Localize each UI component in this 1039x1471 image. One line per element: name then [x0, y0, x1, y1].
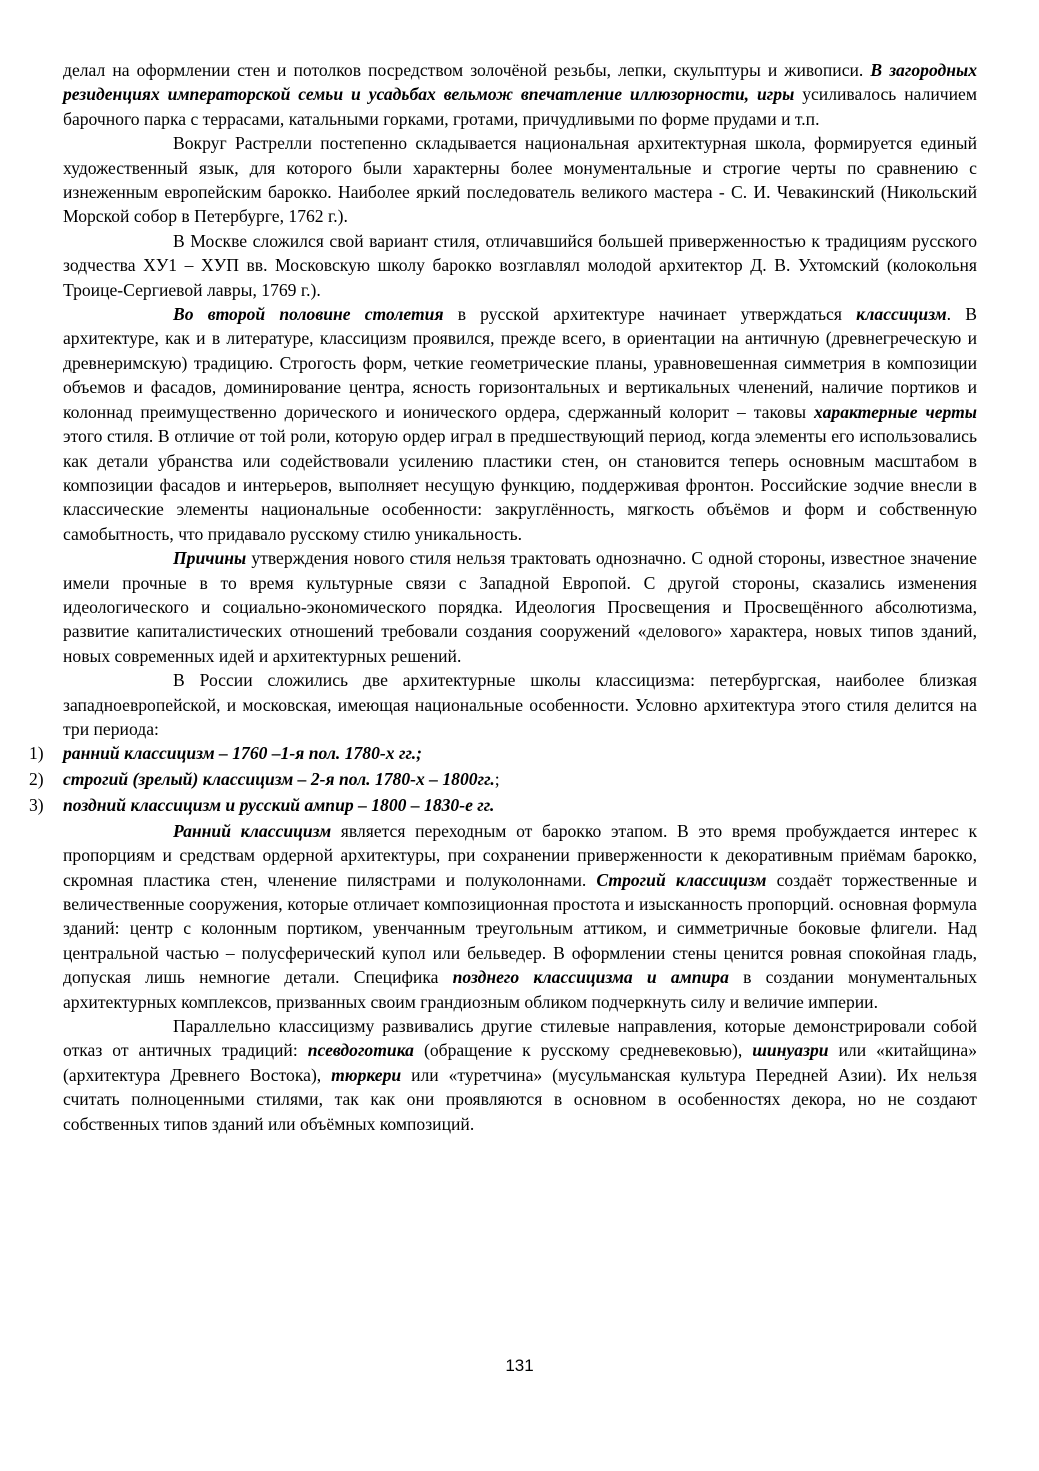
- list-item: [29, 767, 977, 793]
- text-run: этого стиля. В отличие от той роли, которую ордер играл в предшествующий период, когда элементы его использовались как детали убранства или содействовали усилению пластики стен, он становится теперь основным масштабом в композиции фасадов и интерьеров, выполняет несущую функцию, поддерживая фронтон. Российские зодчие внесли в классические элементы национальные особенности: закруглённость, мягкость объёмов и форм и собственную самобытность, что придавало русскому стилю уникальность.: [63, 426, 977, 544]
- list-item-text: поздний классицизм и русский ампир – 1800 – 1830-е гг.: [63, 794, 495, 815]
- text-run: является переходным от барокко этапом. В это время пробуждается интерес к пропорциям и средствам ордерной архитектуры, при сохранении приверженности к декоративным приёмам барокко, скромная пластика стен, членение пилястрами и полуколоннами.: [63, 820, 977, 890]
- document-page: [29, 58, 978, 1136]
- page-number: 131: [505, 1356, 534, 1375]
- text-run: или «китайщина» (архитектура Древнего Востока),: [63, 1040, 977, 1085]
- text-run: в создании монументальных архитектурных комплексов, призванных своим грандиозным обликом подчеркнуть силу и величие империи.: [63, 967, 977, 1012]
- text-run: Параллельно классицизму развивались другие стилевые направления, которые демонстрировали собой отказ от античных традиций:: [63, 1016, 977, 1061]
- text-run: делал на оформлении стен и потолков посредством золочёной резьбы, лепки, скульптуры и живописи.: [63, 60, 871, 80]
- text-run: или «туретчина» (мусульманская культура Передней Азии). Их нельзя считать полноценными стилями, так как они проявляются в основном в особенностях декора, но не создают собственных типов зданий или объёмных композиций.: [63, 1064, 978, 1134]
- text-run: . В архитектуре, как и в литературе, классицизм проявился, прежде всего, в ориентации на античную (древнегреческую и древнеримскую) традицию. Строгость форм, четкие геометрические планы, уравновешенная симметрия в композиции объемов и фасадов, доминирование центра, ясность горизонтальных и вертикальных членений, наличие портиков и колоннад преимущественно дорического и ионического ордера, сдержанный колорит – таковы: [63, 304, 977, 422]
- emphasis-text: В загородных резиденциях императорской семьи и усадьбах вельмож впечатление иллюзорности, игры: [63, 60, 978, 105]
- emphasis-text: шинуазри: [752, 1040, 829, 1061]
- text-run: усиливалось наличием барочного парка с террасами, катальными горками, гротами, причудливыми по форме прудами и т.п.: [63, 84, 977, 129]
- paragraph-reasons: [63, 546, 977, 668]
- paragraph-other-styles: [63, 1014, 977, 1136]
- text-run: в русской архитектуре начинает утверждаться: [443, 304, 857, 325]
- list-item-text: ранний классицизм – 1760 –1-я пол. 1780-х гг.;: [63, 743, 422, 764]
- emphasis-text: Во второй половине столетия: [173, 304, 444, 325]
- list-number: 2): [29, 769, 44, 790]
- emphasis-text: Ранний классицизм: [173, 820, 332, 841]
- list-item: [29, 793, 977, 819]
- emphasis-text: позднего классицизма и ампира: [452, 967, 729, 988]
- text-run: создаёт торжественные и величественные сооружения, которые отличает композиционная простота и изысканность пропорций. основная формула зданий: центр с колонным портиком, увенчанным треугольным аттиком, и симметричные боковые флигели. Над центральной частью – полусферический купол или бельведер. В оформлении стены ценится ровная спокойная гладь, допуская лишь немногие детали. Специфика: [63, 869, 977, 988]
- emphasis-text: псевдоготика: [307, 1040, 414, 1061]
- periods-list: [29, 741, 977, 818]
- emphasis-text: характерные черты: [814, 401, 977, 422]
- paragraph-periods-detail: [63, 819, 977, 1014]
- emphasis-text: Причины: [173, 548, 247, 569]
- list-item: [29, 741, 977, 767]
- paragraph-moscow-baroque: В Москве сложился свой вариант стиля, отличавшийся большей приверженностью к традициям русского зодчества ХУ1 – ХУП вв. Московскую школу барокко возглавлял молодой архитектор Д. В. Ухтомский (колокольня Троице-Сергиевой лавры, 1769 г.).: [63, 230, 977, 300]
- paragraph-classicism-intro: [63, 302, 977, 546]
- list-item-text: строгий (зрелый) классицизм – 2-я пол. 1780-х – 1800гг.: [63, 769, 495, 790]
- paragraph-rastrelli-school: Вокруг Растрелли постепенно складывается национальная архитектурная школа, формируется единый художественный язык, для которого были характерны более монументальные и строгие черты по сравнению с изнеженным европейским барокко. Наиболее яркий последователь великого мастера - С. И. Чевакинский (Никольский Морской собор в Петербурге, 1762 г.).: [63, 133, 977, 227]
- emphasis-text: тюркери: [331, 1064, 402, 1085]
- list-number: 3): [29, 794, 44, 815]
- text-run: (обращение к русскому средневековью),: [413, 1040, 753, 1061]
- list-number: 1): [29, 743, 44, 764]
- emphasis-text: классицизм: [856, 304, 947, 325]
- list-item-tail: ;: [494, 769, 500, 790]
- text-run: утверждения нового стиля нельзя трактовать однозначно. С одной стороны, известное значение имели прочные в то время культурные связи с Западной Европой. С другой стороны, сказались изменения идеологического и социально-экономического порядка. Идеология Просвещения и Просвещённого абсолютизма, развитие капиталистических отношений требовали создания сооружений «делового» характера, новых типов зданий, новых современных идей и архитектурных решений.: [63, 548, 977, 666]
- paragraph-two-schools: В России сложились две архитектурные школы классицизма: петербургская, наиболее близкая западноевропейской, и московская, имеющая национальные особенности. Условно архитектура этого стиля делится на три периода:: [63, 670, 977, 739]
- emphasis-text: Строгий классицизм: [596, 869, 767, 890]
- paragraph-baroque-decor: [63, 58, 977, 131]
